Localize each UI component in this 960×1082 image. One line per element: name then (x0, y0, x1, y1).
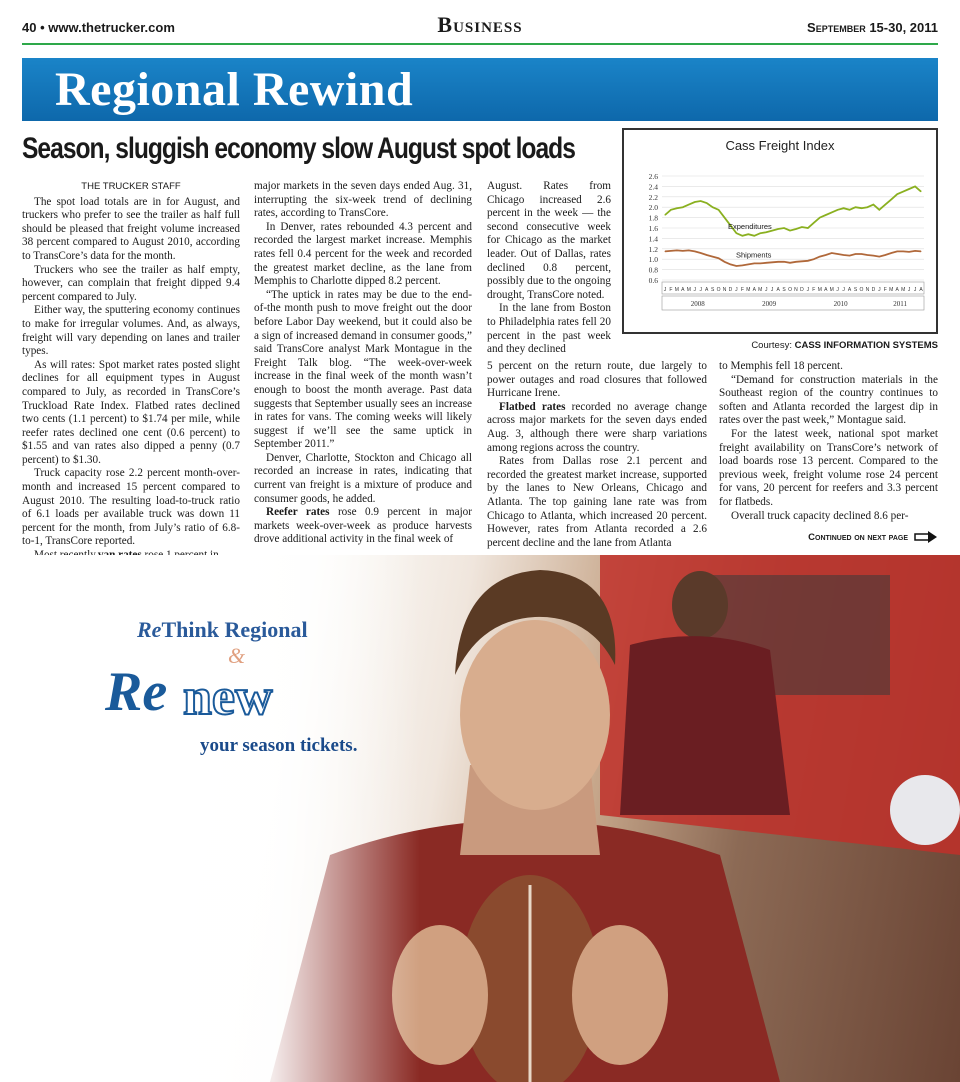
data-point-shipments (772, 262, 773, 263)
data-point-expenditures (849, 209, 850, 210)
ad-renew-prefix: Re (105, 661, 168, 723)
issue-date: September 15-30, 2011 (807, 20, 938, 35)
x-tick-label: D (728, 287, 733, 293)
x-tick-label: J (764, 287, 768, 293)
data-point-expenditures (670, 209, 671, 210)
data-point-shipments (819, 256, 820, 257)
x-tick-label: A (847, 287, 852, 293)
data-point-expenditures (748, 234, 749, 235)
y-tick-label: 2.2 (648, 192, 658, 202)
x-tick-label: O (716, 287, 721, 293)
data-point-shipments (784, 261, 785, 262)
x-tick-label: O (788, 287, 792, 293)
series-line-expenditures (665, 186, 921, 235)
y-tick-label: 1.6 (648, 224, 658, 233)
data-point-shipments (903, 251, 904, 252)
article-column-3-continued (487, 360, 707, 550)
banner-title: Regional Rewind (55, 63, 414, 116)
chart-canvas (624, 130, 936, 332)
data-point-expenditures (676, 208, 677, 209)
paragraph: For the latest week, national spot market freight availability on TransCore’s network of load boards rose 13 percent. Compared to the previous week, freight volume rose 24 percent for vans, 20 percent for reefers and 3.3 percent for flatbeds. (719, 427, 938, 508)
ad-ampersand: & (228, 643, 246, 668)
data-point-shipments (706, 255, 707, 256)
article-column-4 (719, 360, 938, 523)
credit-label: Courtesy: (751, 340, 792, 351)
section-title: Business (437, 12, 523, 37)
data-point-shipments (885, 255, 886, 256)
data-point-expenditures (682, 207, 683, 208)
y-tick-label: 1.4 (648, 234, 658, 244)
ad-re-mark: Re (137, 617, 162, 642)
ad-headline-text: Think Regional (161, 617, 308, 642)
cass-freight-index-chart (622, 128, 938, 334)
data-point-shipments (718, 258, 719, 259)
paragraph: Truckers who see the trailer as half empty, however, can complain that freight dipped 9.4 percent compared to July. (22, 263, 240, 303)
data-point-expenditures (754, 235, 755, 236)
paragraph: In the lane from Boston to Philadelphia rates fell 20 percent in the past week and they declined (487, 302, 611, 356)
x-tick-label: J (878, 287, 881, 293)
x-tick-label: A (752, 287, 756, 293)
x-tick-label: J (806, 287, 810, 293)
article-column-1 (22, 180, 240, 563)
data-point-shipments (682, 250, 683, 251)
x-tick-label: D (800, 287, 804, 293)
x-tick-label: A (824, 287, 828, 293)
data-point-shipments (897, 251, 898, 252)
text: rose 0.9 percent in major markets week-over-week as produce harvests drove additional activity in the final week of (254, 506, 472, 546)
data-point-shipments (700, 253, 701, 254)
data-point-shipments (742, 265, 743, 266)
x-tick-label: M (817, 287, 822, 293)
x-tick-label: J (693, 287, 696, 293)
data-point-expenditures (909, 189, 910, 190)
data-point-shipments (915, 250, 916, 251)
lead-in: Reefer rates (266, 506, 330, 519)
x-tick-label: N (722, 287, 727, 293)
x-tick-label: J (836, 287, 839, 293)
x-tick-label: M (674, 287, 679, 293)
year-label: 2010 (833, 300, 848, 308)
series-label-expenditures: Expenditures (728, 222, 772, 232)
x-tick-label: A (776, 287, 780, 293)
paragraph: In Denver, rates rebounded 4.3 percent and recorded the largest market increase. Memphis rates fell 0.4 percent for the week and recorded the greatest market decline, as the lane from Memphis to Charlotte dipped 8.2 percent. (254, 220, 472, 288)
data-point-shipments (712, 256, 713, 257)
x-tick-label: O (859, 287, 864, 293)
x-tick-label: D (871, 287, 876, 293)
data-point-shipments (796, 261, 797, 262)
ad-headline (137, 617, 308, 643)
x-tick-label: M (889, 287, 894, 293)
x-tick-label: J (913, 287, 917, 293)
paragraph: Overall truck capacity declined 8.6 per- (731, 509, 909, 522)
paragraph: The spot load totals are in for August, and truckers who prefer to see the trailer as half full should be pleased that freight volume increased 38 percent compared to August 2010, according to TransCore’s data for the month. (22, 195, 240, 262)
x-tick-label: N (794, 287, 798, 293)
paragraph: Denver, Charlotte, Stockton and Chicago all recorded an increase in rates, indicating that current van freight is a mixture of produce and consumer goods, he added. (254, 451, 472, 505)
x-tick-label: F (883, 287, 887, 293)
x-tick-label: A (704, 287, 709, 293)
data-point-shipments (837, 254, 838, 255)
data-point-shipments (736, 266, 737, 267)
x-tick-label: F (669, 287, 673, 293)
data-point-shipments (694, 251, 695, 252)
data-point-shipments (831, 253, 832, 254)
data-point-expenditures (837, 209, 838, 210)
paragraph: “The uptick in rates may be due to the end-of-the month push to move freight out the door before Labor Day weekend, but it could also be a sign of increased demand in consumer goods,” said TransCore analyst Mark Montague in the Freight Talk blog. “The week-over-week increase in the final week of the month wasn’t enough to boost the month average. Past data suggests that September usually sees an increase in rates for vans. The coming weeks will likely suggest if we’ll see the same uptick in September 2011.” (254, 288, 472, 451)
paragraph: Either way, the sputtering economy continues to make for irregular volumes. And, as always, freight will vary depending on lanes and trailer types. (22, 304, 240, 358)
data-point-expenditures (903, 191, 904, 192)
data-point-expenditures (694, 202, 695, 203)
x-tick-label: J (770, 287, 774, 293)
x-tick-label: J (699, 287, 702, 293)
data-point-shipments (807, 260, 808, 261)
data-point-expenditures (665, 215, 666, 216)
x-tick-label: S (782, 287, 786, 293)
data-point-shipments (790, 262, 791, 263)
paragraph: Truck capacity rose 2.2 percent month-over-month and increased 15 percent compared to August 2010. The resulting load-to-truck ratio of 6.1 loads per available truck was down 11 percent for the month, from July’s ratio of 6.8-to-1, TransCore reported. (22, 467, 240, 548)
ad-tagline: your season tickets. (200, 735, 358, 756)
data-point-expenditures (784, 228, 785, 229)
x-tick-label: M (746, 287, 751, 293)
y-tick-label: 2.4 (648, 182, 658, 192)
x-tick-label: N (865, 287, 870, 293)
data-point-expenditures (736, 233, 737, 234)
data-point-shipments (843, 255, 844, 256)
data-point-shipments (760, 263, 761, 264)
data-point-shipments (867, 255, 868, 256)
data-point-shipments (676, 250, 677, 251)
data-point-shipments (754, 263, 755, 264)
x-tick-label: A (919, 287, 923, 293)
y-tick-label: 1.2 (648, 244, 658, 254)
data-point-shipments (813, 259, 814, 260)
data-point-expenditures (921, 191, 922, 192)
continued-notice: Continued on next page (808, 532, 908, 543)
x-tick-label: J (907, 287, 911, 293)
data-point-shipments (766, 262, 767, 263)
data-point-shipments (879, 256, 880, 257)
data-point-expenditures (813, 222, 814, 223)
chart-title: Cass Freight Index (725, 138, 835, 153)
data-point-expenditures (718, 209, 719, 210)
credit-org: CASS INFORMATION SYSTEMS (794, 340, 938, 351)
article-column-2 (254, 180, 472, 547)
y-tick-label: 1.8 (648, 213, 658, 223)
byline: THE TRUCKER STAFF (81, 181, 181, 192)
chart-credit (622, 340, 938, 351)
ad-renew-word: new (183, 669, 273, 726)
data-point-shipments (921, 251, 922, 252)
x-tick-label: A (681, 287, 685, 293)
paragraph: to Memphis fell 18 percent. (719, 360, 843, 372)
data-point-expenditures (790, 230, 791, 231)
data-point-shipments (670, 250, 671, 251)
data-point-expenditures (915, 186, 916, 187)
data-point-expenditures (766, 232, 767, 233)
data-point-expenditures (843, 208, 844, 209)
x-tick-label: J (663, 287, 667, 293)
data-point-expenditures (700, 201, 701, 202)
data-point-expenditures (742, 235, 743, 236)
data-point-expenditures (724, 217, 725, 218)
data-point-shipments (801, 261, 802, 262)
data-point-expenditures (778, 229, 779, 230)
data-point-expenditures (861, 208, 862, 209)
y-tick-label: 1.0 (648, 255, 658, 265)
data-point-shipments (748, 264, 749, 265)
data-point-expenditures (712, 207, 713, 208)
data-point-expenditures (796, 229, 797, 230)
data-point-expenditures (879, 209, 880, 210)
x-tick-label: J (842, 287, 845, 293)
data-point-shipments (861, 254, 862, 255)
paragraph: “Demand for construction materials in the Southeast region of the country continues to soften and Atlanta recorded the largest dip in rates over the past week,” Montague said. (719, 373, 938, 427)
paragraph: major markets in the seven days ended Aug. 31, interrupting the six-week trend of declining rates, according to TransCore. (254, 180, 472, 220)
data-point-expenditures (825, 215, 826, 216)
x-tick-label: F (812, 287, 816, 293)
data-point-expenditures (807, 228, 808, 229)
paragraph: 5 percent on the return route, due largely to power outages and road closures that followed Hurricane Irene. (487, 360, 707, 400)
article-column-3 (487, 180, 611, 357)
year-label: 2008 (690, 300, 705, 308)
data-point-shipments (730, 264, 731, 265)
page-folio: 40 • www.thetrucker.com (22, 20, 175, 35)
data-point-shipments (873, 255, 874, 256)
y-tick-label: 0.8 (648, 265, 658, 275)
data-point-expenditures (831, 212, 832, 213)
y-tick-label: 2.0 (648, 203, 658, 213)
x-tick-label: M (686, 287, 691, 293)
data-point-expenditures (706, 203, 707, 204)
x-tick-label: M (901, 287, 906, 293)
data-point-expenditures (760, 233, 761, 234)
paragraph (487, 401, 707, 455)
y-tick-label: 2.6 (648, 172, 658, 181)
data-point-shipments (891, 253, 892, 254)
data-point-expenditures (897, 194, 898, 195)
series-label-shipments: Shipments (736, 250, 772, 260)
x-tick-label: M (758, 287, 763, 293)
x-tick-label: S (853, 287, 858, 293)
data-point-expenditures (688, 204, 689, 205)
data-point-expenditures (867, 207, 868, 208)
x-tick-label: F (740, 287, 744, 293)
data-point-shipments (778, 261, 779, 262)
data-point-expenditures (885, 204, 886, 205)
paragraph: Rates from Dallas rose 2.1 percent and recorded the greatest market increase, supported by the lanes to New Orleans, Chicago and Atlanta. The top gaining lane rate was from Chicago to Atlanta, which increased 20 percent. However, rates from Atlanta recorded a 2.6 percent decline and the lane from Atlanta (487, 455, 707, 549)
data-point-expenditures (801, 227, 802, 228)
data-point-expenditures (891, 199, 892, 200)
x-tick-label: M (829, 287, 834, 293)
year-label: 2009 (762, 300, 777, 308)
data-point-shipments (849, 255, 850, 256)
series-line-shipments (665, 250, 921, 266)
paragraph (254, 506, 472, 547)
paragraph: As will rates: Spot market rates posted slight declines for all equipment types in August compared to July, as recorded in TransCore’s Truckload Rate Index. Flatbed rates declined two cents (1.1 percent) to $1.74 per mile, while reefer rates declined one cent (0.6 percent) to $1.55 and van rates also dipped a penny (0.7 percent) to $1.30. (22, 358, 240, 466)
y-tick-label: 0.6 (648, 276, 658, 285)
data-point-expenditures (772, 230, 773, 231)
data-point-expenditures (855, 207, 856, 208)
data-point-expenditures (873, 204, 874, 205)
x-tick-label: J (735, 287, 738, 293)
arrow-right-icon (914, 530, 938, 544)
data-point-shipments (665, 251, 666, 252)
header-rule (22, 43, 938, 45)
data-point-shipments (724, 261, 725, 262)
text: recorded no average change across major markets for the seven days ended Aug. 3, although there were sharp variations among regions across the country. (487, 400, 707, 454)
x-tick-label: A (895, 287, 899, 293)
data-point-shipments (909, 251, 910, 252)
year-label: 2011 (893, 300, 908, 308)
data-point-expenditures (819, 217, 820, 218)
x-tick-label: S (710, 287, 715, 293)
article-headline: Season, sluggish economy slow August spot loads (22, 132, 575, 165)
lead-in: Flatbed rates (499, 400, 566, 413)
data-point-shipments (855, 254, 856, 255)
data-point-shipments (688, 250, 689, 251)
paragraph: August. Rates from Chicago increased 2.6 percent in the week — the second consecutive week for Chicago as the market leader. Out of Dallas, rates declined 0.8 percent, possibly due to the ongoing drought, TransCore noted. (487, 180, 611, 301)
data-point-shipments (825, 255, 826, 256)
